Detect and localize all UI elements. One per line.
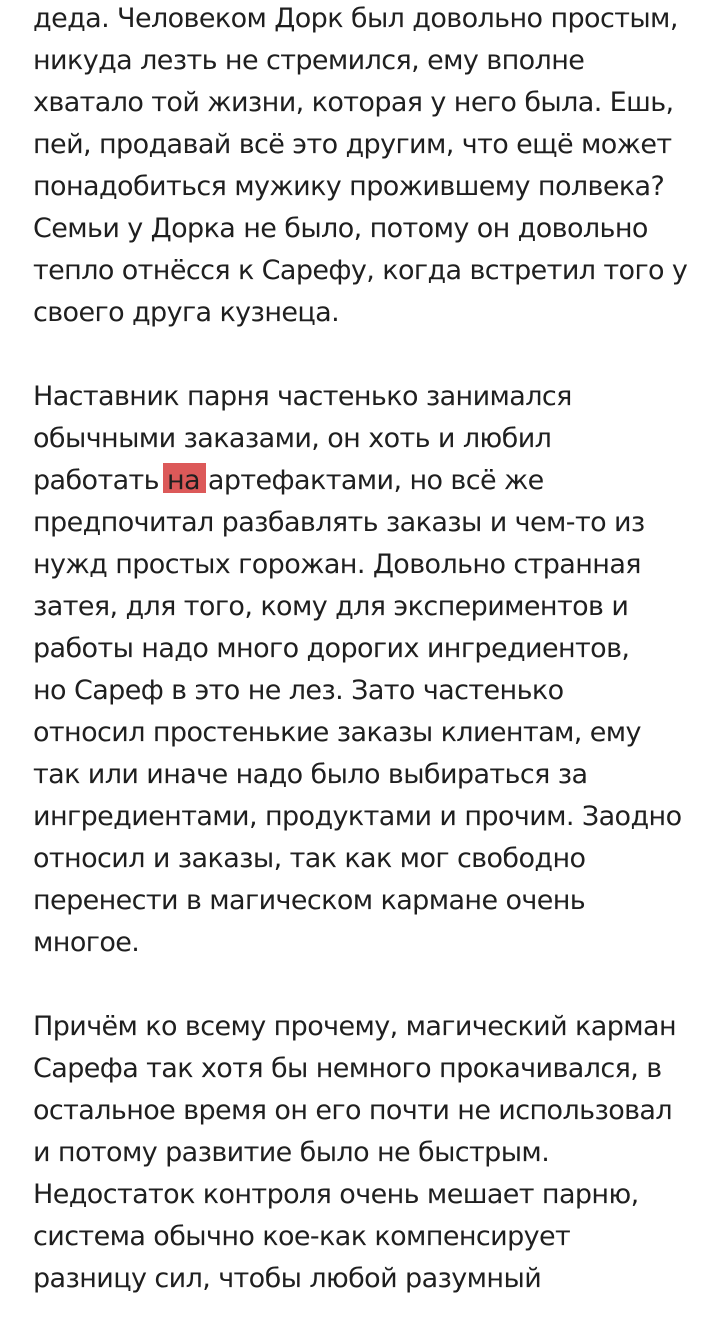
text-line: ингредиентами, продуктами и прочим. Заодно (33, 801, 682, 832)
text-line: многое. (33, 927, 140, 958)
highlighted-word[interactable]: на (166, 465, 200, 496)
text-line: Наставник парня частенько занимался (33, 381, 572, 412)
text-before-highlight: работать (33, 465, 167, 496)
text-line: нужд простых горожан. Довольно странная (33, 549, 641, 580)
text-line: пей, продавай всё это другим, что ещё может (33, 129, 672, 160)
paragraph-3 (33, 1006, 703, 1300)
text-line: разницу сил, чтобы любой разумный (33, 1263, 542, 1294)
text-line: и потому развитие было не быстрым. (33, 1137, 550, 1168)
text-line: хватало той жизни, которая у него была. Ешь, (33, 87, 674, 118)
text-line: Недостаток контроля очень мешает парню, (33, 1179, 639, 1210)
paragraph-2 (33, 376, 703, 964)
text-line: Причём ко всему прочему, магический карман (33, 1011, 676, 1042)
text-line: своего друга кузнеца. (33, 297, 340, 328)
text-line: предпочитал разбавлять заказы и чем-то из (33, 507, 645, 538)
text-line: перенести в магическом кармане очень (33, 885, 586, 916)
text-line: остальное время он его почти не использовал (33, 1095, 673, 1126)
text-line: система обычно кое-как компенсирует (33, 1221, 571, 1252)
text-line: относил простенькие заказы клиентам, ему (33, 717, 641, 748)
text-line: обычными заказами, он хоть и любил (33, 423, 552, 454)
text-line: относил и заказы, так как мог свободно (33, 843, 586, 874)
text-line: Сарефа так хотя бы немного прокачивался, в (33, 1053, 662, 1084)
text-line: Семьи у Дорка не было, потому он довольно (33, 213, 648, 244)
reader-text (33, 0, 703, 1342)
text-line: тепло отнёсся к Сарефу, когда встретил того у (33, 255, 688, 286)
text-line: работы надо много дорогих ингредиентов, (33, 633, 630, 664)
text-line: так или иначе надо было выбираться за (33, 759, 588, 790)
paragraph-1 (33, 0, 703, 334)
text-line-with-highlight (33, 460, 703, 502)
text-after-highlight: артефактами, но всё же (199, 465, 544, 496)
text-line: но Сареф в это не лез. Зато частенько (33, 675, 564, 706)
text-line: затея, для того, кому для экспериментов и (33, 591, 629, 622)
text-line: деда. Человеком Дорк был довольно простым, (33, 3, 678, 34)
text-line: никуда лезть не стремился, ему вполне (33, 45, 585, 76)
text-line: понадобиться мужику прожившему полвека? (33, 171, 665, 202)
